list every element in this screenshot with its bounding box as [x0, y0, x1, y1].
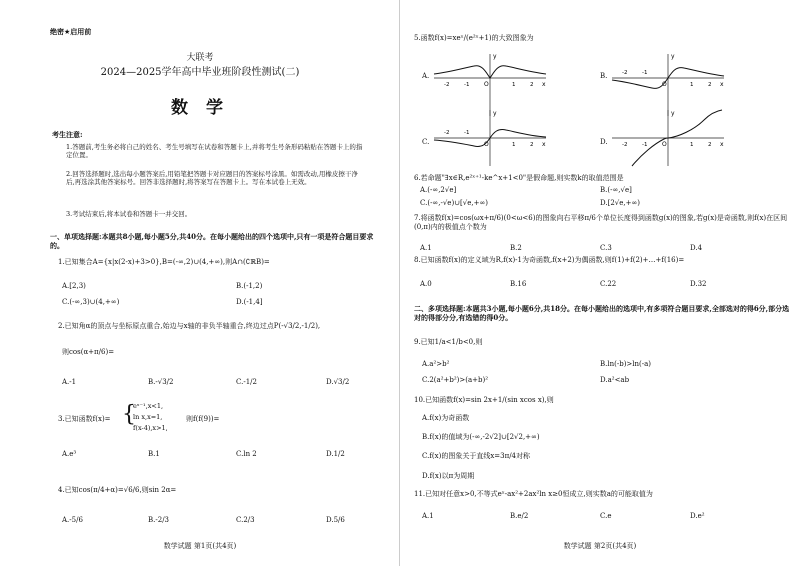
- q5-c-tick-1: 1: [512, 142, 516, 148]
- q3-case-3: f(x-4),x>1,: [133, 424, 168, 432]
- q5-d-tick-m1: -1: [642, 142, 648, 148]
- q5-a-tick-1: 1: [512, 82, 516, 88]
- q5-c-tick-m2: -2: [444, 130, 450, 136]
- q3-brace: {: [122, 402, 136, 427]
- q5-d-tick-1: 1: [690, 142, 694, 148]
- q7-option-b: B.2: [510, 244, 522, 252]
- q6-option-a: A.(-∞,2√e]: [420, 186, 457, 194]
- q9-stem: 9.已知1/a<1/b<0,则: [414, 338, 483, 346]
- q1-option-b: B.(-1,2): [236, 282, 263, 290]
- subject-title: 数 学: [171, 98, 229, 118]
- q5-d-tick-m2: -2: [622, 142, 628, 148]
- q5-b-tick-1: 1: [690, 82, 694, 88]
- q5-option-d: D.: [600, 138, 608, 146]
- org-name: 大联考: [186, 53, 214, 63]
- q11-option-a: A.1: [422, 512, 434, 520]
- q4-option-b: B.-2/3: [148, 516, 169, 524]
- q4-option-c: C.2/3: [236, 516, 255, 524]
- note-1: 1.答题前,考生务必将自己的姓名、考生号填写在试卷和答题卡上,并将考生号条形码粘贴在答题卡上的指定位置。: [66, 143, 363, 159]
- q5-c-tick-m1: -1: [464, 130, 470, 136]
- q8-option-d: D.32: [690, 280, 707, 288]
- q10-option-b: B.f(x)的值域为(-∞,-2√2]∪[2√2,+∞): [422, 433, 540, 441]
- page-2: [400, 0, 800, 566]
- q3-suffix: 则f(f(9))=: [186, 415, 220, 423]
- q2-option-c: C.-1/2: [236, 378, 257, 386]
- q2-stem-2: 则cos(α+π/6)=: [62, 348, 115, 356]
- q7-option-c: C.3: [600, 244, 612, 252]
- q5-a-tick-m1: -1: [464, 82, 470, 88]
- q2-stem: 2.已知角α的顶点与坐标原点重合,始边与x轴的非负半轴重合,终边过点P(-√3/2,-1/2),: [58, 322, 321, 330]
- q3-case-1: eˣ⁻¹,x<1,: [133, 402, 164, 410]
- exam-title: 2024—2025学年高中毕业班阶段性测试(二): [100, 67, 300, 78]
- q5-b-x-label: x: [720, 81, 724, 88]
- q1-option-c: C.(-∞,3)∪(4,+∞): [62, 298, 120, 306]
- q9-option-c: C.2(a²+b²)>(a+b)²: [422, 376, 489, 384]
- q5-c-tick-2: 2: [530, 142, 534, 148]
- q9-option-b: B.ln(-b)>ln(-a): [600, 360, 652, 368]
- secret-label: 绝密★启用前: [50, 28, 92, 36]
- q5-option-a: A.: [422, 72, 430, 80]
- q5-c-y-label: y: [493, 110, 497, 117]
- q8-option-c: C.22: [600, 280, 617, 288]
- page-2-footer: 数学试题 第2页(共4页): [563, 542, 637, 550]
- q5-d-tick-2: 2: [708, 142, 712, 148]
- q11-option-d: D.e²: [690, 512, 705, 520]
- q5-a-y-label: y: [493, 53, 497, 60]
- q6-stem: 6.若命题"∃x∈R,e²ˣ⁺¹-ke^x+1<0"是假命题,则实数k的取值范围是: [414, 174, 624, 182]
- q7-option-a: A.1: [420, 244, 432, 252]
- q11-option-c: C.e: [600, 512, 612, 520]
- q3-option-c: C.ln 2: [236, 450, 257, 458]
- q5-b-origin: O: [662, 81, 667, 88]
- q6-option-b: B.(-∞,√e]: [600, 186, 632, 194]
- q1-stem: 1.已知集合A={x|x(2-x)+3>0},B=(-∞,2)∪(4,+∞),则A∩(∁ℝB)=: [58, 258, 270, 266]
- q5-b-tick-m2: -2: [622, 70, 628, 76]
- q5-b-tick-2: 2: [708, 82, 712, 88]
- q3-option-d: D.1/2: [326, 450, 345, 458]
- q5-a-origin: O: [484, 81, 489, 88]
- section-2-heading: 二、多项选择题:本题共3小题,每小题6分,共18分。在每小题给出的选项中,有多项符合题目要求,全部选对的得6分,部分选对的得部分分,有选错的得0分。: [414, 304, 790, 322]
- q5-d-origin: O: [662, 141, 667, 148]
- q10-option-c: C.f(x)的图象关于直线x=3π/4对称: [422, 452, 531, 460]
- q3-option-b: B.1: [148, 450, 160, 458]
- q3-option-a: A.e³: [62, 450, 77, 458]
- q11-stem: 11.已知对任意x>0,不等式eˣ-ax²+2ax²ln x≥0恒成立,则实数a的可能取值为: [414, 490, 653, 498]
- q10-option-a: A.f(x)为奇函数: [422, 414, 470, 422]
- q6-option-d: D.[2√e,+∞): [600, 199, 641, 207]
- q5-a-tick-2: 2: [530, 82, 534, 88]
- q1-option-d: D.(-1,4]: [236, 298, 263, 306]
- q5-b-tick-m1: -1: [642, 70, 648, 76]
- q5-stem: 5.函数f(x)=xeˣ/(e²ˣ+1)的大致图象为: [414, 34, 534, 42]
- q7-option-d: D.4: [690, 244, 703, 252]
- q11-option-b: B.e/2: [510, 512, 529, 520]
- section-1-heading: 一、单项选择题:本题共8小题,每小题5分,共40分。在每小题给出的四个选项中,只有一项是符合题目要求的。: [50, 232, 374, 250]
- q5-graph-c: [430, 108, 550, 168]
- q8-option-b: B.16: [510, 280, 527, 288]
- q3-case-2: ln x,x=1,: [133, 413, 163, 421]
- note-3: 3.考试结束后,将本试卷和答题卡一并交回。: [66, 210, 192, 218]
- q5-a-x-label: x: [542, 81, 546, 88]
- q4-stem: 4.已知cos(π/4+α)=√6/6,则sin 2α=: [58, 486, 177, 494]
- q5-c-x-label: x: [542, 141, 546, 148]
- q6-option-c: C.(-∞,-√e)∪[√e,+∞): [420, 199, 489, 207]
- q5-option-c: C.: [422, 138, 430, 146]
- q5-d-y-label: y: [671, 110, 675, 117]
- q5-graph-d: [608, 108, 728, 168]
- note-2: 2.回答选择题时,选出每小题答案后,用铅笔把答题卡对应题目的答案标号涂黑。如需改动,用橡皮擦干净后,再选涂其他答案标号。回答非选择题时,将答案写在答题卡上。写在本试卷上无效。: [66, 170, 358, 186]
- q9-option-d: D.a²<ab: [600, 376, 630, 384]
- q3-prefix: 3.已知函数f(x)=: [58, 415, 111, 423]
- q10-option-d: D.f(x)以π为周期: [422, 472, 475, 480]
- q2-option-a: A.-1: [62, 378, 77, 386]
- q9-option-a: A.a²>b²: [422, 360, 450, 368]
- q4-option-a: A.-5/6: [62, 516, 83, 524]
- q4-option-d: D.5/6: [326, 516, 345, 524]
- q2-option-d: D.√3/2: [326, 378, 350, 386]
- q8-stem: 8.已知函数f(x)的定义域为R,f(x)-1为奇函数,f(x+2)为偶函数,则f(1)+f(2)+…+f(16)=: [414, 256, 685, 264]
- notes-title: 考生注意:: [52, 130, 83, 139]
- q5-a-tick-m2: -2: [444, 82, 450, 88]
- q10-stem: 10.已知函数f(x)=sin 2x+1/(sin xcos x),则: [414, 396, 554, 404]
- q5-c-origin: O: [484, 141, 489, 148]
- q1-option-a: A.[2,3): [62, 282, 86, 290]
- q5-d-x-label: x: [720, 141, 724, 148]
- page-1-footer: 数学试题 第1页(共4页): [163, 542, 237, 550]
- q8-option-a: A.0: [420, 280, 432, 288]
- q5-option-b: B.: [600, 72, 608, 80]
- q7-stem: 7.将函数f(x)=cos(ωx+π/6)(0<ω<6)的图象向右平移π/6个单位长度得到函数g(x)的图象,若g(x)是奇函数,则f(x)在区间(0,π)内的极值点个数为: [414, 214, 788, 231]
- q2-option-b: B.-√3/2: [148, 378, 174, 386]
- q5-b-y-label: y: [671, 53, 675, 60]
